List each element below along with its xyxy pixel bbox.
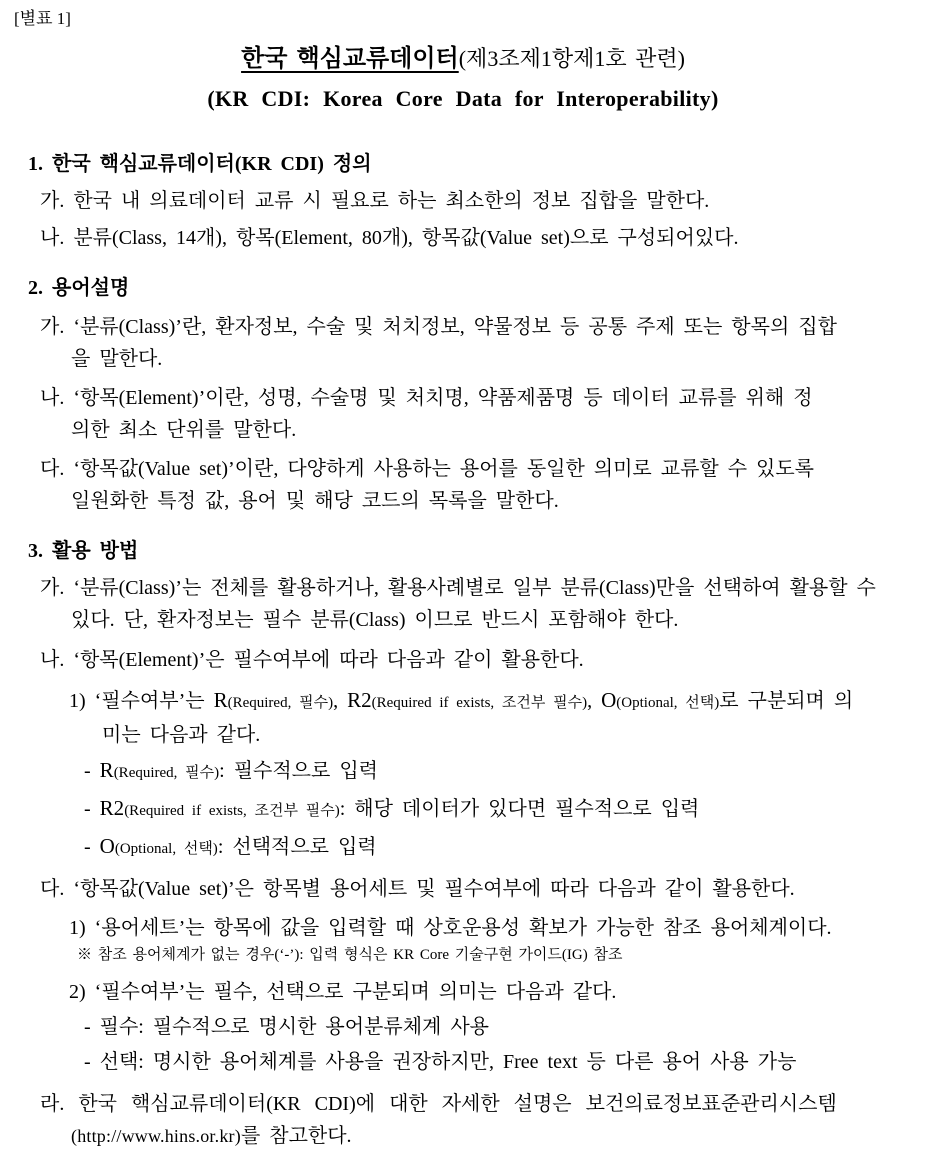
bullet-required-use: [14, 1011, 912, 1043]
usage-valueset: [14, 873, 912, 905]
term-valueset-line1: 다. ‘항목값(Value set)’이란, 다양하게 사용하는 용어를 동일한 의미로 교류할 수 있도록: [40, 458, 814, 480]
code-r2-paren: (Required if exists, 조건부 필수): [371, 695, 588, 711]
doc-title-reference: (제3조제1항제1호 관련): [458, 46, 685, 71]
section-definition: [14, 148, 912, 254]
title-block: [14, 42, 912, 114]
bullet-r2-paren: (Required if exists, 조건부 필수): [124, 803, 340, 819]
bullet-code-o: O: [99, 834, 115, 858]
bullet-code-r: R: [99, 758, 114, 782]
termset-definition: [14, 912, 912, 944]
attachment-label: [별표 1]: [14, 9, 71, 28]
bullet-r-paren: (Required, 필수): [113, 765, 220, 781]
bullet-required-line: [84, 754, 912, 789]
section-3-heading: 3. 활용 방법: [28, 540, 139, 562]
definition-item-scope: [14, 185, 912, 217]
bullet-o-text: : 선택적으로 입력: [217, 836, 377, 858]
termset-definition-text: 1) ‘용어세트’는 항목에 값을 입력할 때 상호운용성 확보가 가능한 참조 용어체계이다.: [69, 917, 832, 939]
term-element-line1: 나. ‘항목(Element)’이란, 성명, 수술명 및 처치명, 약품제품명 등 데이터 교류를 위해 정: [40, 387, 813, 409]
valueset-required-flag: [14, 976, 912, 1008]
term-valueset-line2: 일원화한 특정 값, 용어 및 해당 코드의 목록을 말한다.: [71, 490, 559, 512]
comma-2: ,: [587, 690, 593, 712]
term-valueset-definition: [14, 453, 912, 517]
definition-composition-text: 나. 분류(Class, 14개), 항목(Element, 80개), 항목값(Value set)으로 구성되어있다.: [40, 227, 739, 249]
section-usage: [14, 535, 912, 1152]
section-2-heading: 2. 용어설명: [28, 277, 130, 299]
doc-title-korean: 한국 핵심교류데이터: [241, 46, 459, 72]
required-flag-prefix: 1) ‘필수여부’는: [69, 690, 205, 712]
bullet-code-r2: R2: [99, 796, 125, 820]
required-flag-line1: [69, 684, 912, 719]
usage-element: [14, 644, 912, 676]
bullet-r-text: : 필수적으로 입력: [219, 760, 378, 782]
reference-info-tail: 를 참고한다.: [240, 1125, 352, 1147]
definition-item-composition: [14, 222, 912, 254]
code-r: R: [213, 688, 228, 712]
usage-element-text: 나. ‘항목(Element)’은 필수여부에 따라 다음과 같이 활용한다.: [40, 649, 584, 671]
bullet-required-if-exists: [14, 792, 912, 827]
code-r2: R2: [347, 688, 372, 712]
usage-valueset-text: 다. ‘항목값(Value set)’은 항목별 용어세트 및 필수여부에 따라 다음과 같이 활용한다.: [40, 878, 795, 900]
required-flag-types: [14, 684, 912, 751]
usage-class: [14, 572, 912, 636]
bullet-dash: -: [84, 836, 91, 858]
reference-info: [14, 1088, 912, 1152]
code-o: O: [601, 688, 617, 712]
doc-title-korean-line: [14, 42, 912, 76]
bullet-r2-text: : 해당 데이터가 있다면 필수적으로 입력: [339, 798, 700, 820]
bullet-optional-line: [84, 830, 912, 865]
comma-1: ,: [333, 690, 339, 712]
bullet-optional: [14, 830, 912, 865]
usage-class-line1: 가. ‘분류(Class)’는 전체를 활용하거나, 활용사례별로 일부 분류(Class)만을 선택하여 활용할 수: [40, 577, 876, 599]
term-element-line2: 의한 최소 단위를 말한다.: [71, 419, 297, 441]
reference-info-line2: [71, 1120, 912, 1152]
term-class-line2: 을 말한다.: [71, 348, 163, 370]
section-terms: [14, 272, 912, 517]
required-flag-suffix: 로 구분되며 의: [719, 690, 854, 712]
bullet-optional-use-text: - 선택: 명시한 용어체계를 사용을 권장하지만, Free text 등 다른 용어 사용 가능: [84, 1051, 797, 1073]
usage-class-line2: 있다. 단, 환자정보는 필수 분류(Class) 이므로 반드시 포함해야 한다.: [71, 609, 679, 631]
required-flag-line2: 미는 다음과 같다.: [102, 724, 261, 746]
bullet-required: [14, 754, 912, 789]
reference-info-line1: 라. 한국 핵심교류데이터(KR CDI)에 대한 자세한 설명은 보건의료정보표준관리시스템: [40, 1093, 837, 1115]
code-o-paren: (Optional, 선택): [616, 695, 720, 711]
term-class-line1: 가. ‘분류(Class)’란, 환자정보, 수술 및 처치정보, 약물정보 등 공통 주제 또는 항목의 집합: [40, 316, 837, 338]
bullet-required-use-text: - 필수: 필수적으로 명시한 용어분류체계 사용: [84, 1016, 489, 1038]
term-class-definition: [14, 311, 912, 375]
bullet-dash: -: [84, 798, 91, 820]
bullet-o-paren: (Optional, 선택): [114, 841, 218, 857]
section-1-heading: 1. 한국 핵심교류데이터(KR CDI) 정의: [28, 153, 372, 175]
doc-title-english: (KR CDI: Korea Core Data for Interoperability): [207, 86, 719, 111]
term-element-definition: [14, 382, 912, 446]
valueset-required-flag-text: 2) ‘필수여부’는 필수, 선택으로 구분되며 의미는 다음과 같다.: [69, 981, 617, 1003]
bullet-optional-use: [14, 1046, 912, 1078]
definition-scope-text: 가. 한국 내 의료데이터 교류 시 필요로 하는 최소한의 정보 집합을 말한다.: [40, 190, 710, 212]
reference-url: (http://www.hins.or.kr): [71, 1126, 241, 1146]
bullet-dash: -: [84, 760, 91, 782]
termset-reference-note: ※ 참조 용어체계가 없는 경우(‘-’): 입력 형식은 KR Core 기술구현 가이드(IG) 참조: [77, 947, 623, 963]
code-r-paren: (Required, 필수): [227, 695, 334, 711]
bullet-required-if-exists-line: [84, 792, 912, 827]
